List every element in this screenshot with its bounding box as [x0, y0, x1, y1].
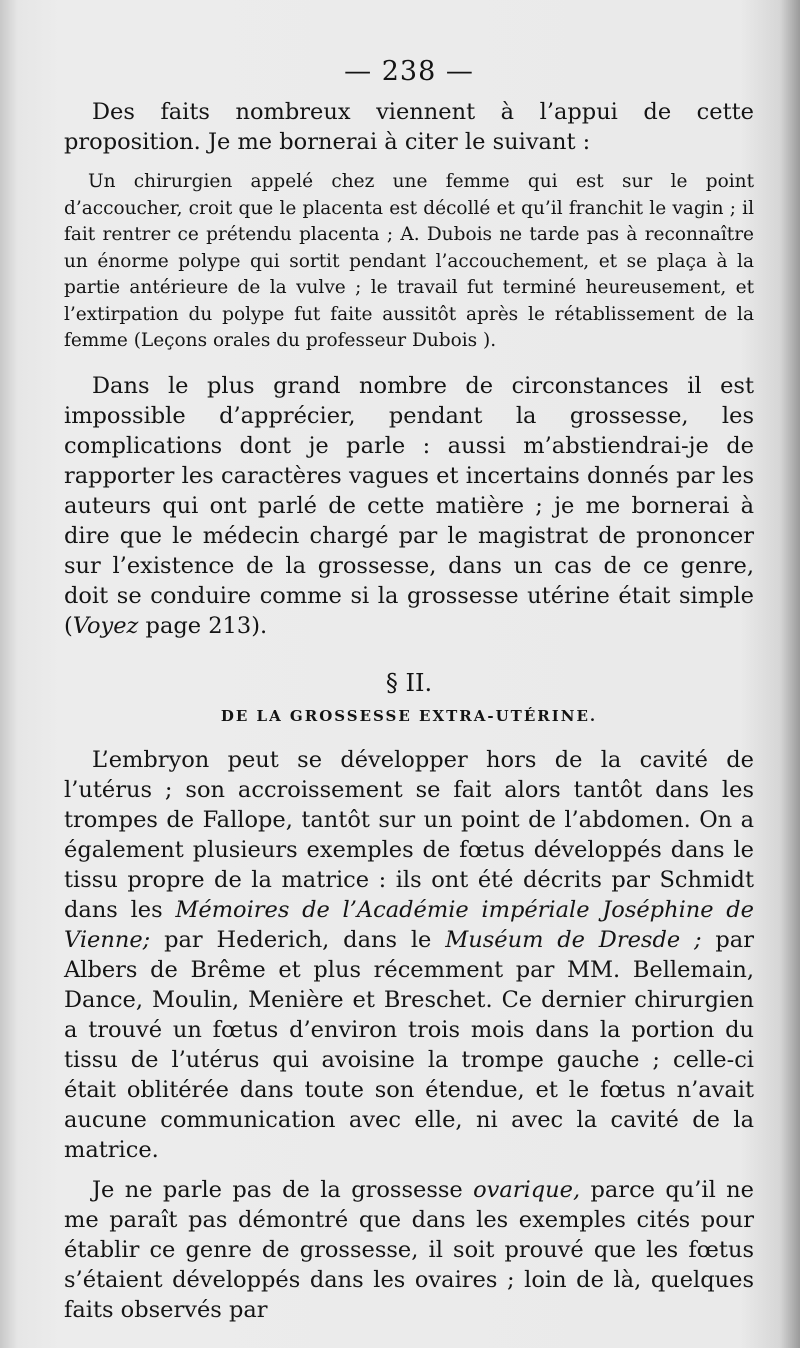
- paragraph-embryon: [64, 745, 754, 1165]
- section-title: DE LA GROSSESSE EXTRA-UTÉRINE.: [220, 706, 598, 725]
- museum-reference: Muséum de Dresde ;: [445, 926, 702, 953]
- paragraph-ovarique-part1: Je ne parle pas de la grossesse: [92, 1176, 474, 1203]
- memoires-reference: Mémoires de l’Académie impériale Joséphine de Vienne;: [64, 896, 754, 953]
- page-content: [64, 56, 754, 1325]
- ovarique-term: ovarique,: [473, 1176, 581, 1203]
- voyez-reference: Voyez: [72, 612, 139, 639]
- paragraph-ovarique-part2: parce qu’il ne me paraît pas démontré que dans les exemples cités pour établir ce genre de grossesse, il soit prouvé que les fœtus s’étaient développés dans les ovaires ; loin de là, quelques faits observés par: [64, 1176, 754, 1323]
- case-note-paragraph: Un chirurgien appelé chez une femme qui est sur le point d’accoucher, croit que le placenta est décollé et qu’il franchit le vagin ; il fait rentrer ce prétendu placenta ; A. Dubois ne tarde pas à reconnaître un énorme polype qui sortit pendant l’accouchement, et se plaça à la partie antérieure de la vulve ; le travail fut terminé heureusement, et l’extirpation du polype fut faite aussitôt après le rétablissement de la femme (Leçons orales du professeur Dubois ).: [64, 171, 754, 351]
- paragraph-embryon-part3: par Albers de Brême et plus récemment par MM. Bellemain, Dance, Moulin, Menière et Breschet. Ce dernier chirurgien a trouvé un fœtus d’environ trois mois dans la portion du tissu de l’utérus qui avoisine la trompe gauche ; celle-ci était oblitérée dans toute son étendue, et le fœtus n’avait aucune communication avec elle, ni avec la cavité de la matrice.: [64, 926, 754, 1163]
- page-number: — 238 —: [344, 56, 474, 87]
- intro-paragraph: Des faits nombreux viennent à l’appui de cette proposition. Je me bornerai à citer le suivant :: [64, 99, 754, 155]
- paragraph-embryon-part2: par Hederich, dans le: [150, 926, 446, 953]
- paragraph-complications: [64, 371, 754, 641]
- paragraph-embryon-part1: L’embryon peut se développer hors de la cavité de l’utérus ; son accroissement se fait alors tantôt dans les trompes de Fallope, tantôt sur un point de l’abdomen. On a également plusieurs exemples de fœtus développés dans le tissu propre de la matrice : ils ont été décrits par Schmidt dans les: [64, 746, 754, 923]
- paragraph-ovarique: [64, 1175, 754, 1325]
- paragraph-complications-text: Dans le plus grand nombre de circonstances il est impossible d’apprécier, pendant la grossesse, les complications dont je parle : aussi m’abstiendrai-je de rapporter les caractères vagues et incertains donnés par les auteurs qui ont parlé de cette matière ; je me bornerai à dire que le médecin chargé par le magistrat de prononcer sur l’existence de la grossesse, dans un cas de ce genre, doit se conduire comme si la grossesse utérine était simple (: [64, 372, 754, 639]
- section-number: § II.: [385, 668, 433, 697]
- page-reference: page 213).: [138, 612, 268, 639]
